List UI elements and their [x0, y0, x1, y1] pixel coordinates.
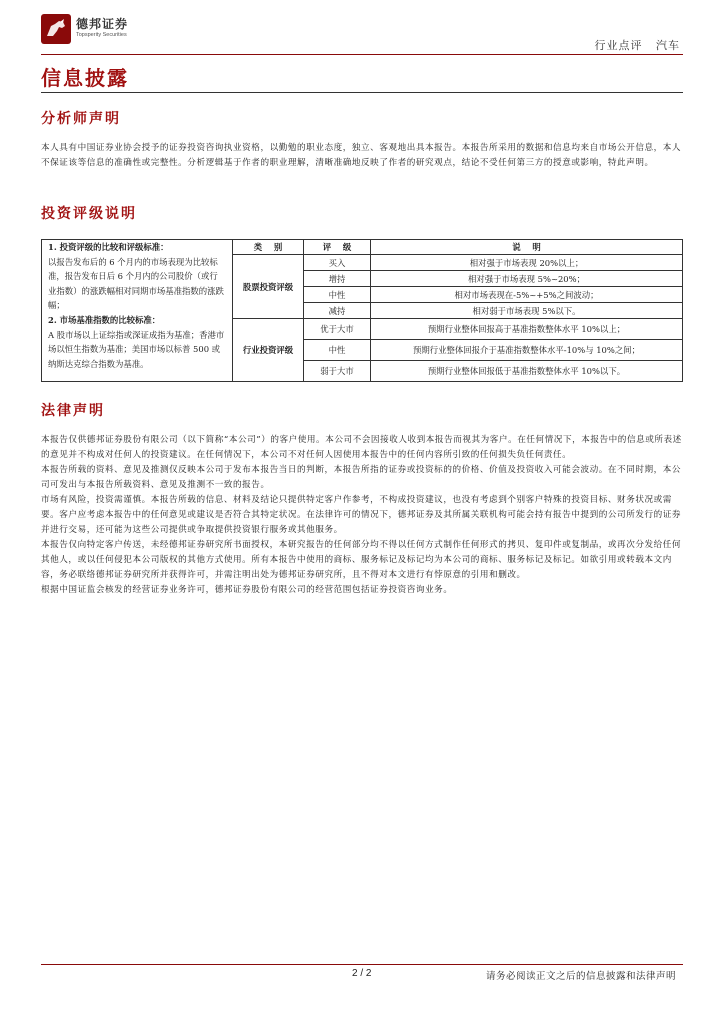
brand-name-en: Topsperity Securities	[76, 32, 127, 38]
rating-description: 相对强于市场表现 5%~20%；	[371, 271, 683, 287]
page-title: 信息披露	[41, 66, 129, 90]
criteria-text-1: 以报告发布后的 6 个月内的市场表现为比较标准，报告发布日后 6 个月内的公司股价（或行业指数）的涨跌幅相对同期市场基准指数的涨跌幅；	[48, 256, 224, 311]
criteria-text-2: A 股市场以上证综指或深证成指为基准；香港市场以恒生指数为基准；美国市场以标普 500 或纳斯达克综合指数为基准。	[48, 329, 225, 369]
rating-section-title: 投资评级说明	[41, 206, 137, 222]
rating-level: 增持	[304, 271, 371, 287]
rating-description: 相对市场表现在-5%~+5%之间波动；	[371, 287, 683, 303]
legal-paragraph: 本报告仅供德邦证券股份有限公司（以下简称“本公司”）的客户使用。本公司不会因接收人收到本报告而视其为客户。在任何情况下，本报告中的信息或所表述的意见并不构成对任何人的投资建议。在任何情况下，本公司不对任何人因使用本报告中的任何内容所引致的任何损失负任何责任。	[41, 435, 682, 460]
rating-description: 相对强于市场表现 20%以上；	[371, 255, 683, 271]
col-header-type: 类 别	[233, 240, 304, 255]
industry-rating-group: 行业投资评级	[233, 319, 304, 382]
brand-block	[76, 17, 128, 39]
rating-level: 中性	[304, 287, 371, 303]
brand-name-cn: 德邦证券	[76, 17, 129, 31]
rating-description: 预期行业整体回报高于基准指数整体水平 10%以上；	[371, 319, 683, 340]
legal-paragraph: 市场有风险，投资需谨慎。本报告所载的信息、材料及结论只提供特定客户作参考，不构成投资建议，也没有考虑到个别客户特殊的投资目标、财务状况或需要。客户应考虑本报告中的任何意见或建议是否符合其特定状况。在法律许可的情况下，德邦证券及其所属关联机构可能会持有报告中提到的公司所发行的证券并进行交易，还可能为这些公司提供或争取提供投资银行服务或其他服务。	[41, 495, 682, 535]
rating-table	[41, 239, 683, 382]
criteria-heading-2: 2. 市场基准指数的比较标准：	[48, 314, 161, 325]
legal-paragraph: 本报告所载的资料、意见及推测仅反映本公司于发布本报告当日的判断，本报告所指的证券或投资标的的价格、价值及投资收入可能会波动。在不同时期，本公司可发出与本报告所载资料、意见及推测不一致的报告。	[41, 465, 682, 490]
rating-level: 减持	[304, 303, 371, 319]
rating-level: 中性	[304, 340, 371, 361]
legal-paragraph: 本报告仅向特定客户传送，未经德邦证券研究所书面授权，本研究报告的任何部分均不得以任何方式制作任何形式的拷贝、复印件或复制品，或再次分发给任何其他人，或以任何侵犯本公司版权的其他方式使用。所有本报告中使用的商标、服务标记及标记均为本公司的商标、服务标记及标记。如欲引用或转载本文内容，务必联络德邦证券研究所并获得许可，并需注明出处为德邦证券研究所，且不得对本文进行有悖原意的引用和删改。	[41, 540, 682, 580]
rating-level: 优于大市	[304, 319, 371, 340]
bull-logo-icon	[41, 14, 71, 44]
rating-criteria-cell	[42, 240, 233, 382]
rating-description: 预期行业整体回报介于基准指数整体水平-10%与 10%之间；	[371, 340, 683, 361]
report-category: 行业点评 汽车	[594, 39, 680, 52]
rating-description: 相对弱于市场表现 5%以下。	[371, 303, 683, 319]
col-header-desc: 说 明	[371, 240, 683, 255]
stock-rating-group: 股票投资评级	[233, 255, 304, 319]
header-divider	[41, 54, 683, 55]
rating-description: 预期行业整体回报低于基准指数整体水平 10%以下。	[371, 361, 683, 382]
analyst-section-title: 分析师声明	[41, 111, 121, 127]
title-divider	[41, 92, 683, 93]
company-logo	[41, 14, 71, 44]
footer-divider	[41, 964, 683, 965]
footer-disclaimer: 请务必阅读正文之后的信息披露和法律声明	[485, 971, 676, 982]
legal-section-title: 法律声明	[41, 403, 105, 419]
criteria-heading-1: 1. 投资评级的比较和评级标准：	[48, 242, 169, 252]
rating-level: 买入	[304, 255, 371, 271]
page-number: 2 / 2	[352, 968, 372, 979]
analyst-statement: 本人具有中国证券业协会授予的证券投资咨询执业资格，以勤勉的职业态度，独立、客观地出具本报告。本报告所采用的数据和信息均来自市场公开信息，本人不保证该等信息的准确性或完整性。分析逻辑基于作者的职业理解，清晰准确地反映了作者的研究观点，结论不受任何第三方的授意或影响，特此声明。	[41, 143, 682, 168]
legal-statement	[41, 433, 683, 598]
rating-level: 弱于大市	[304, 361, 371, 382]
legal-paragraph: 根据中国证监会核发的经营证券业务许可，德邦证券股份有限公司的经营范围包括证券投资咨询业务。	[41, 585, 453, 595]
col-header-level: 评 级	[304, 240, 371, 255]
